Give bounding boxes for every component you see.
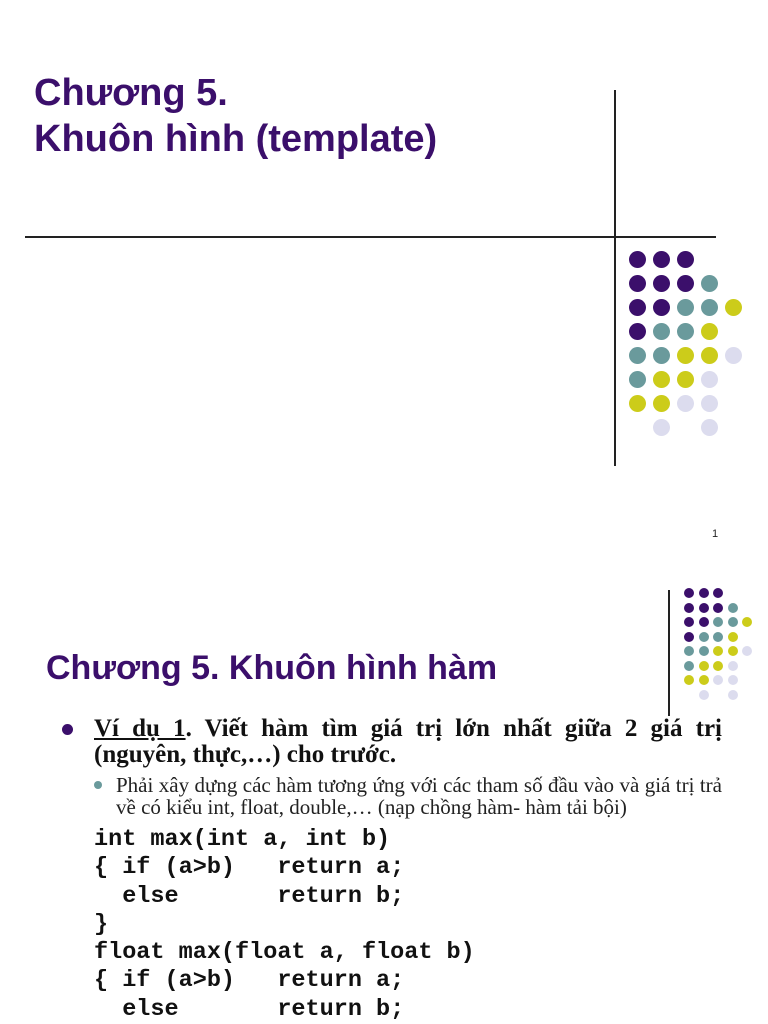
code-block [94,826,722,1024]
decorative-dot [677,347,694,364]
decorative-dot [684,632,694,642]
decorative-dot [728,617,738,627]
decorative-dot [629,299,646,316]
decorative-dot [629,395,646,412]
slide-title [34,70,437,162]
bullet-text [94,716,722,768]
decorative-dot [701,371,718,388]
decorative-dot [725,347,742,364]
decorative-dot [629,323,646,340]
decorative-dot [684,675,694,685]
content-slide [0,560,768,1024]
decorative-dot [684,603,694,613]
decorative-dot [728,661,738,671]
title-line-2: Khuôn hình (template) [34,118,438,160]
decorative-dot [684,661,694,671]
decorative-dot [701,323,718,340]
decorative-dot [699,675,709,685]
example-label: Ví dụ 1 [94,715,186,742]
sub-bullet-text: Phải xây dựng các hàm tương ứng với các tham số đầu vào và giá trị trả về có kiểu int, float, double,… (nạp chồng hàm- hàm tải bội) [116,773,722,819]
decorative-dot [677,251,694,268]
decorative-dot [699,646,709,656]
decorative-dot [701,395,718,412]
decorative-dot [653,371,670,388]
vertical-divider [668,590,670,716]
decorative-dot [653,275,670,292]
decorative-dot [699,617,709,627]
decorative-dot [701,299,718,316]
decorative-dot [713,632,723,642]
code-line: float max(float a, float b) [94,939,475,967]
code-line: else return b; [94,882,405,910]
bullet-level-1 [62,716,722,768]
decorative-dot [742,646,752,656]
decorative-dot [677,275,694,292]
decorative-dot [699,690,709,700]
decorative-dot [725,299,742,316]
code-line: int max(int a, int b) [94,826,391,853]
decorative-dot [677,395,694,412]
slide-body [62,716,722,1024]
decorative-dot [701,347,718,364]
decorative-dot [701,275,718,292]
decorative-dot [713,661,723,671]
slide-number: 1 [712,528,719,540]
decorative-dot [629,347,646,364]
decorative-dot [677,299,694,316]
decorative-dot [742,617,752,627]
code-line: else return b; [94,995,405,1023]
sub-bullet-dot-icon [94,781,102,789]
code-line: { if (a>b) return a; [94,854,405,882]
decorative-dot [713,588,723,598]
decorative-dot [728,632,738,642]
bullet-level-2 [94,774,722,818]
decorative-dot [653,347,670,364]
horizontal-divider [25,236,716,238]
decorative-dot [728,675,738,685]
title-line-1: Chương 5. [34,72,228,114]
decorative-dot [629,371,646,388]
decorative-dot [713,603,723,613]
decorative-dot [653,419,670,436]
decorative-dot [684,588,694,598]
decorative-dot [684,646,694,656]
decorative-dot [653,323,670,340]
decorative-dot [699,632,709,642]
decorative-dot [653,395,670,412]
decorative-dot [699,588,709,598]
decorative-dot [699,603,709,613]
code-line: } [94,910,109,938]
vertical-divider [614,90,616,466]
decorative-dot [629,275,646,292]
decorative-dot [653,299,670,316]
decorative-dot [629,251,646,268]
decorative-dot [728,603,738,613]
decorative-dot [684,617,694,627]
decorative-dot [728,690,738,700]
example-description: . Viết hàm tìm giá trị lớn nhất giữa 2 giá trị (nguyên, thực,…) cho trước. [94,715,722,768]
decorative-dot [713,617,723,627]
slide-title: Chương 5. Khuôn hình hàm [46,649,498,687]
decorative-dot [653,251,670,268]
decorative-dot [728,646,738,656]
decorative-dot [699,661,709,671]
code-line: { if (a>b) return a; [94,967,405,995]
decorative-dot [701,419,718,436]
decorative-dot [677,323,694,340]
decorative-dot [677,371,694,388]
decorative-dot [713,646,723,656]
bullet-dot-icon [62,724,73,735]
decorative-dot [713,675,723,685]
